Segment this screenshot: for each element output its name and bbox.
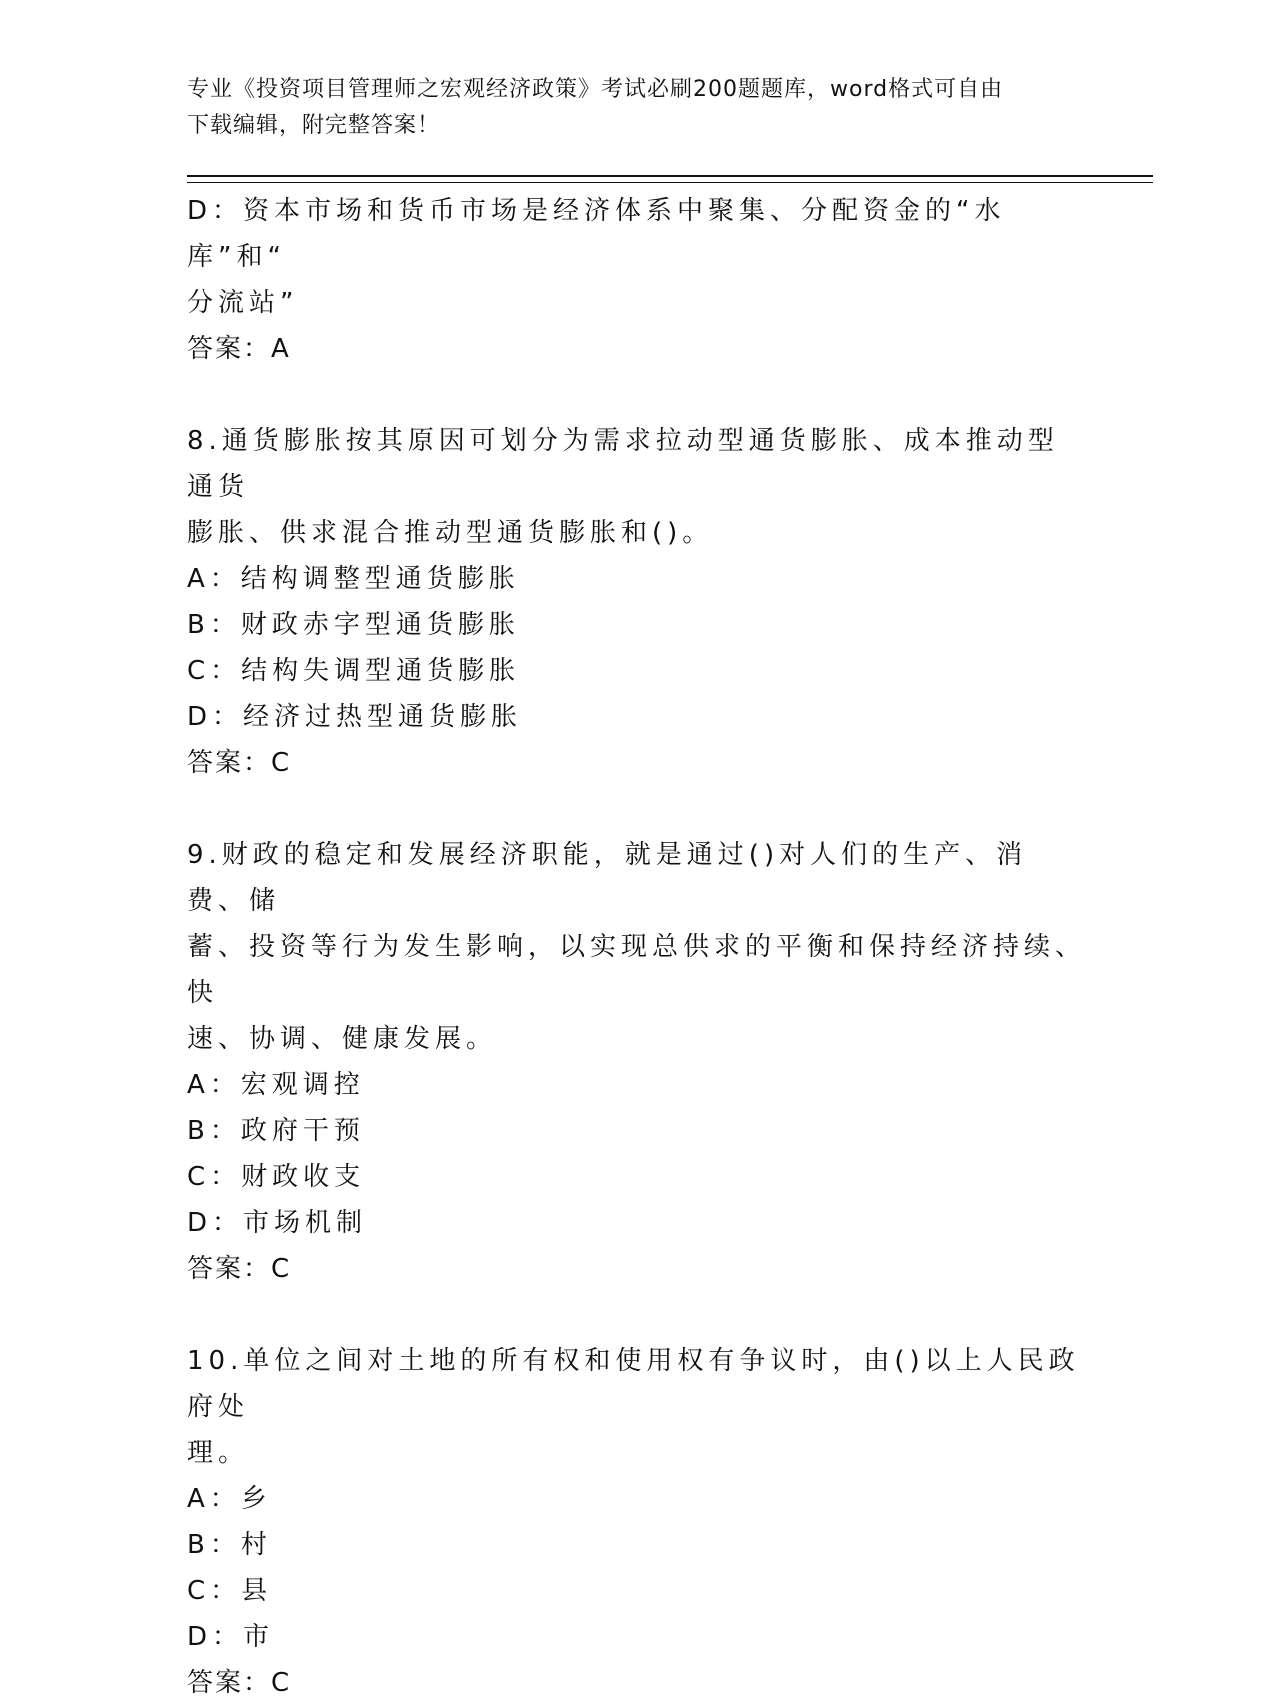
answer: 答案：A <box>187 334 291 364</box>
question-text: 8.通货膨胀按其原因可划分为需求拉动型通货膨胀、成本推动型通货 <box>187 426 1059 502</box>
answer: 答案：C <box>187 1254 292 1284</box>
option-a: A：结构调整型通货膨胀 <box>187 564 520 594</box>
answer: 答案：C <box>187 748 292 778</box>
option-a: A：乡 <box>187 1484 272 1514</box>
question-10 <box>187 1338 1087 1706</box>
question-8 <box>187 418 1087 786</box>
option-c: C：结构失调型通货膨胀 <box>187 656 521 686</box>
header-line-1: 专业《投资项目管理师之宏观经济政策》考试必刷200题题库，word格式可自由 <box>187 77 1004 102</box>
option-a: A：宏观调控 <box>187 1070 365 1100</box>
question-text-continued: 理。 <box>187 1438 250 1468</box>
question-7-tail <box>187 188 1087 372</box>
spacer <box>187 1292 1087 1338</box>
option-d: D：市场机制 <box>187 1208 368 1238</box>
question-text-continued: 蓄、投资等行为发生影响，以实现总供求的平衡和保持经济持续、快 <box>187 932 1087 1008</box>
option-c: C：县 <box>187 1576 273 1606</box>
question-list <box>187 188 1087 1706</box>
option-d: D：市 <box>187 1622 275 1652</box>
option-d: D：经济过热型通货膨胀 <box>187 702 523 732</box>
header-line-2: 下载编辑，附完整答案！ <box>187 113 441 138</box>
option-d-continued: 分流站” <box>187 288 299 318</box>
header-rule-thick <box>187 175 1153 177</box>
answer: 答案：C <box>187 1668 292 1698</box>
option-b: B：财政赤字型通货膨胀 <box>187 610 520 640</box>
option-d: D：资本市场和货币市场是经济体系中聚集、分配资金的“水库”和“ <box>187 196 1006 272</box>
option-b: B：政府干预 <box>187 1116 365 1146</box>
spacer <box>187 786 1087 832</box>
header-rule-thin <box>187 182 1153 183</box>
question-text-continued: 膨胀、供求混合推动型通货膨胀和()。 <box>187 518 714 548</box>
option-c: C：财政收支 <box>187 1162 366 1192</box>
question-text: 9.财政的稳定和发展经济职能，就是通过()对人们的生产、消费、储 <box>187 840 1028 916</box>
question-text: 10.单位之间对土地的所有权和使用权有争议时，由()以上人民政府处 <box>187 1346 1080 1422</box>
document-header <box>187 72 1087 144</box>
question-text-continued: 速、协调、健康发展。 <box>187 1024 498 1054</box>
question-9 <box>187 832 1087 1292</box>
spacer <box>187 372 1087 418</box>
option-b: B：村 <box>187 1530 272 1560</box>
